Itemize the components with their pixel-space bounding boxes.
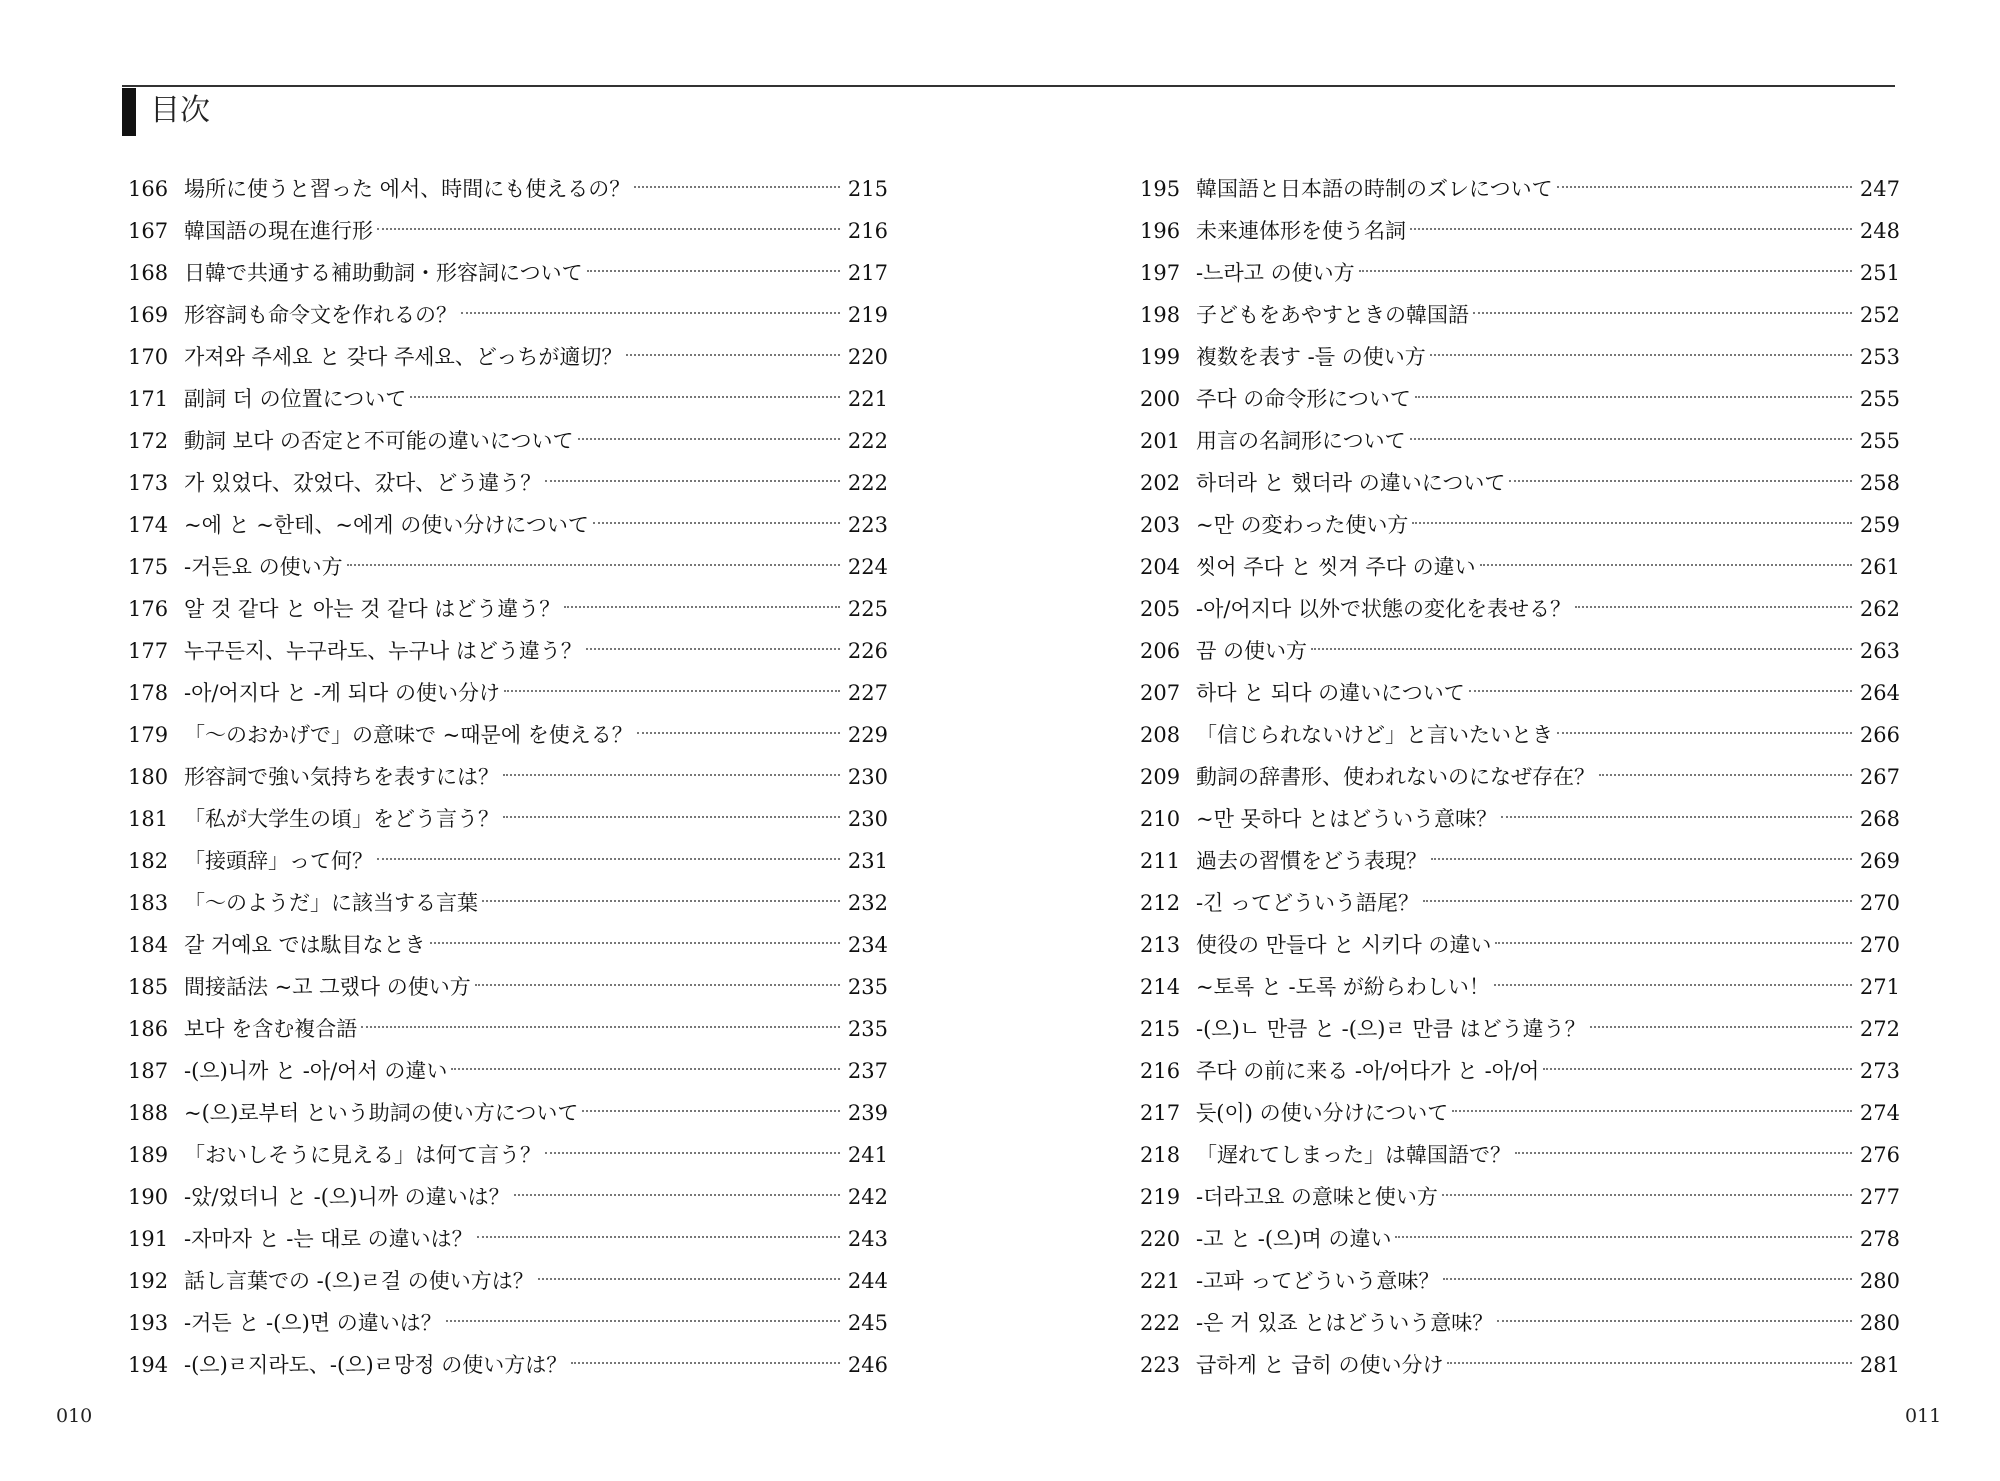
entry-page: 245 [847, 1311, 888, 1335]
entry-title: 場所に使うと習った 에서、時間にも使えるの？ [184, 177, 631, 201]
entry-title: -(으)ㄴ 만큼 と -(으)ㄹ 만큼 はどう違う？ [1196, 1017, 1586, 1041]
dot-leader [1599, 774, 1852, 776]
entry-title: ~토록 と -도록 が紛らわしい！ [1196, 975, 1490, 999]
dot-leader [1515, 1152, 1852, 1154]
toc-entry [128, 630, 888, 672]
toc-entry [128, 252, 888, 294]
title-marker-bar [122, 88, 136, 136]
entry-page: 272 [1859, 1017, 1900, 1041]
entry-title: -긴 ってどういう語尾？ [1196, 891, 1420, 915]
entry-number: 211 [1140, 849, 1181, 873]
toc-entry [1140, 210, 1900, 252]
entry-title: 未来連体形を使う名詞 [1196, 219, 1406, 243]
entry-number: 177 [128, 639, 169, 663]
dot-leader [1395, 1236, 1852, 1238]
entry-page: 267 [1859, 765, 1900, 789]
entry-number: 173 [128, 471, 169, 495]
toc-entry [1140, 714, 1900, 756]
dot-leader [410, 396, 840, 398]
toc-entry [128, 504, 888, 546]
entry-number: 203 [1140, 513, 1181, 537]
toc-entry [1140, 1176, 1900, 1218]
toc-entry [128, 1176, 888, 1218]
toc-entry [1140, 1134, 1900, 1176]
entry-page: 219 [847, 303, 888, 327]
entry-title: 가 있었다、갔었다、갔다、どう違う？ [184, 471, 542, 495]
entry-number: 167 [128, 219, 169, 243]
toc-entry [128, 462, 888, 504]
dot-leader [475, 984, 840, 986]
entry-page: 259 [1859, 513, 1900, 537]
toc-entry [1140, 1260, 1900, 1302]
entry-page: 251 [1859, 261, 1900, 285]
entry-page: 278 [1859, 1227, 1900, 1251]
dot-leader [582, 1110, 840, 1112]
entry-title: ~(으)로부터 という助詞の使い方について [184, 1101, 579, 1125]
entry-number: 207 [1140, 681, 1181, 705]
entry-number: 186 [128, 1017, 169, 1041]
entry-title: 갈 거예요 では駄目なとき [184, 933, 426, 957]
entry-number: 205 [1140, 597, 1181, 621]
dot-leader [1412, 522, 1852, 524]
entry-number: 210 [1140, 807, 1181, 831]
entry-number: 176 [128, 597, 169, 621]
entry-number: 189 [128, 1143, 169, 1167]
entry-title: 韓国語の現在進行形 [184, 219, 373, 243]
entry-title: 複数を表す -들 の使い方 [1196, 345, 1426, 369]
entry-page: 235 [847, 1017, 888, 1041]
entry-title: -(으)니까 と -아/어서 の違い [184, 1059, 448, 1083]
entry-title: 「おいしそうに見える」は何て言う？ [184, 1143, 541, 1167]
dot-leader [1415, 396, 1852, 398]
dot-leader [361, 1026, 840, 1028]
entry-page: 231 [847, 849, 888, 873]
entry-title: 「遅れてしまった」は韓国語で？ [1196, 1143, 1511, 1167]
entry-title: -아/어지다 以外で状態の変化を表せる？ [1196, 597, 1571, 621]
entry-number: 194 [128, 1353, 169, 1377]
entry-page: 230 [847, 807, 888, 831]
entry-page: 225 [847, 597, 888, 621]
entry-number: 172 [128, 429, 169, 453]
entry-title: ~만 の変わった使い方 [1196, 513, 1409, 537]
entry-page: 247 [1859, 177, 1900, 201]
entry-number: 199 [1140, 345, 1181, 369]
entry-page: 280 [1859, 1269, 1900, 1293]
entry-number: 170 [128, 345, 169, 369]
entry-title: 누구든지、누구라도、누구나 はどう違う？ [184, 639, 582, 663]
entry-page: 241 [847, 1143, 888, 1167]
entry-number: 195 [1140, 177, 1181, 201]
entry-number: 197 [1140, 261, 1181, 285]
entry-title: -거든요 の使い方 [184, 555, 343, 579]
dot-leader [545, 1152, 840, 1154]
toc-entry [1140, 756, 1900, 798]
entry-number: 200 [1140, 387, 1181, 411]
dot-leader [1509, 480, 1852, 482]
entry-title: 주다 の前に来る -아/어다가 と -아/어 [1196, 1059, 1540, 1083]
page-number-right: 011 [1905, 1405, 1942, 1427]
entry-number: 216 [1140, 1059, 1181, 1083]
dot-leader [1557, 186, 1852, 188]
toc-entry [1140, 798, 1900, 840]
entry-page: 217 [847, 261, 888, 285]
toc-entry [128, 714, 888, 756]
dot-leader [545, 480, 840, 482]
dot-leader [347, 564, 840, 566]
dot-leader [477, 1236, 840, 1238]
entry-title: 끔 の使い方 [1196, 639, 1307, 663]
dot-leader [1501, 816, 1852, 818]
entry-title: 급하게 と 급히 の使い分け [1196, 1353, 1444, 1377]
entry-number: 215 [1140, 1017, 1181, 1041]
dot-leader [538, 1278, 840, 1280]
dot-leader [587, 270, 840, 272]
entry-page: 244 [847, 1269, 888, 1293]
entry-title: ~만 못하다 とはどういう意味？ [1196, 807, 1498, 831]
toc-entry [1140, 966, 1900, 1008]
entry-title: 「〜のおかげで」の意味で ~때문에 を使える？ [184, 723, 633, 747]
header-rule [122, 85, 1895, 87]
entry-page: 273 [1859, 1059, 1900, 1083]
entry-page: 252 [1859, 303, 1900, 327]
dot-leader [1495, 942, 1852, 944]
toc-entry [128, 546, 888, 588]
entry-page: 270 [1859, 891, 1900, 915]
entry-title: -거든 と -(으)면 の違いは？ [184, 1311, 442, 1335]
dot-leader [504, 690, 840, 692]
toc-entry [128, 1050, 888, 1092]
entry-page: 248 [1859, 219, 1900, 243]
entry-number: 181 [128, 807, 169, 831]
entry-number: 179 [128, 723, 169, 747]
dot-leader [1359, 270, 1852, 272]
entry-number: 223 [1140, 1353, 1181, 1377]
entry-number: 213 [1140, 933, 1181, 957]
dot-leader [446, 1320, 840, 1322]
entry-page: 255 [1859, 387, 1900, 411]
toc-entry [128, 294, 888, 336]
entry-number: 184 [128, 933, 169, 957]
entry-number: 222 [1140, 1311, 1181, 1335]
entry-page: 235 [847, 975, 888, 999]
entry-title: ~에 と ~한테、~에게 の使い分けについて [184, 513, 589, 537]
entry-number: 221 [1140, 1269, 1181, 1293]
entry-title: 間接話法 ~고 그랬다 の使い方 [184, 975, 471, 999]
entry-title: 用言の名詞形について [1196, 429, 1406, 453]
dot-leader [503, 774, 840, 776]
entry-number: 182 [128, 849, 169, 873]
dot-leader [564, 606, 840, 608]
toc-entry [128, 1344, 888, 1386]
entry-page: 222 [847, 429, 888, 453]
dot-leader [503, 816, 840, 818]
entry-page: 229 [847, 723, 888, 747]
dot-leader [1480, 564, 1852, 566]
toc-entry [128, 672, 888, 714]
dot-leader [1410, 438, 1852, 440]
entry-page: 237 [847, 1059, 888, 1083]
entry-page: 227 [847, 681, 888, 705]
page-title: 目次 [150, 93, 210, 128]
toc-entry [128, 168, 888, 210]
dot-leader [377, 228, 840, 230]
entry-number: 214 [1140, 975, 1181, 999]
dot-leader [1557, 732, 1852, 734]
dot-leader [593, 522, 840, 524]
entry-number: 171 [128, 387, 169, 411]
toc-entry [128, 756, 888, 798]
dot-leader [1423, 900, 1852, 902]
toc-entry [1140, 1092, 1900, 1134]
entry-number: 220 [1140, 1227, 1181, 1251]
dot-leader [1442, 1194, 1852, 1196]
entry-title: -느라고 の使い方 [1196, 261, 1355, 285]
entry-number: 178 [128, 681, 169, 705]
entry-title: 形容詞も命令文を作れるの？ [184, 303, 457, 327]
dot-leader [1311, 648, 1852, 650]
entry-page: 269 [1859, 849, 1900, 873]
entry-page: 274 [1859, 1101, 1900, 1125]
toc-entry [128, 1008, 888, 1050]
toc-entry [128, 1092, 888, 1134]
entry-page: 253 [1859, 345, 1900, 369]
entry-page: 234 [847, 933, 888, 957]
entry-title: 「私が大学生の頃」をどう言う？ [184, 807, 499, 831]
entry-title: 韓国語と日本語の時制のズレについて [1196, 177, 1553, 201]
dot-leader [578, 438, 840, 440]
toc-entry [128, 1218, 888, 1260]
entry-page: 230 [847, 765, 888, 789]
entry-number: 169 [128, 303, 169, 327]
toc-entry [1140, 1344, 1900, 1386]
entry-page: 222 [847, 471, 888, 495]
entry-title: -은 거 있죠 とはどういう意味？ [1196, 1311, 1494, 1335]
entry-title: 使役の 만들다 と 시키다 の違い [1196, 933, 1492, 957]
entry-title: 알 것 같다 と 아는 것 같다 はどう違う？ [184, 597, 561, 621]
entry-page: 271 [1859, 975, 1900, 999]
dot-leader [1473, 312, 1852, 314]
dot-leader [1469, 690, 1852, 692]
dot-leader [626, 354, 840, 356]
entry-number: 204 [1140, 555, 1181, 579]
entry-title: -(으)ㄹ지라도、-(으)ㄹ망정 の使い方は？ [184, 1353, 568, 1377]
page-number-left: 010 [56, 1405, 93, 1427]
entry-page: 223 [847, 513, 888, 537]
entry-title: 「信じられないけど」と言いたいとき [1196, 723, 1553, 747]
entry-number: 175 [128, 555, 169, 579]
entry-number: 201 [1140, 429, 1181, 453]
toc-entry [1140, 924, 1900, 966]
entry-number: 187 [128, 1059, 169, 1083]
entry-page: 216 [847, 219, 888, 243]
dot-leader [1497, 1320, 1852, 1322]
entry-number: 198 [1140, 303, 1181, 327]
entry-number: 188 [128, 1101, 169, 1125]
entry-title: 듯(이) の使い分けについて [1196, 1101, 1449, 1125]
entry-number: 212 [1140, 891, 1181, 915]
toc-right-column [1140, 168, 1900, 1386]
dot-leader [1575, 606, 1852, 608]
entry-page: 220 [847, 345, 888, 369]
entry-title: 子どもをあやすときの韓国語 [1196, 303, 1469, 327]
toc-entry [128, 1302, 888, 1344]
toc-entry [1140, 336, 1900, 378]
entry-title: 「〜のようだ」に該当する言葉 [184, 891, 478, 915]
entry-page: 264 [1859, 681, 1900, 705]
dot-leader [514, 1194, 840, 1196]
toc-entry [1140, 1218, 1900, 1260]
entry-title: 副詞 더 の位置について [184, 387, 407, 411]
entry-number: 185 [128, 975, 169, 999]
toc-entry [1140, 462, 1900, 504]
toc-entry [128, 1260, 888, 1302]
entry-number: 217 [1140, 1101, 1181, 1125]
entry-title: -자마자 と -는 대로 の違いは？ [184, 1227, 473, 1251]
dot-leader [1447, 1362, 1852, 1364]
dot-leader [1430, 354, 1852, 356]
entry-page: 276 [1859, 1143, 1900, 1167]
entry-page: 255 [1859, 429, 1900, 453]
entry-title: 가져와 주세요 と 갖다 주세요、どっちが適切？ [184, 345, 623, 369]
entry-title: 「接頭辞」って何？ [184, 849, 373, 873]
entry-page: 262 [1859, 597, 1900, 621]
toc-entry [128, 336, 888, 378]
dot-leader [1452, 1110, 1852, 1112]
entry-page: 266 [1859, 723, 1900, 747]
entry-title: 日韓で共通する補助動詞・形容詞について [184, 261, 583, 285]
entry-number: 218 [1140, 1143, 1181, 1167]
entry-page: 280 [1859, 1311, 1900, 1335]
entry-title: 過去の習慣をどう表現？ [1196, 849, 1427, 873]
entry-number: 190 [128, 1185, 169, 1209]
entry-number: 208 [1140, 723, 1181, 747]
entry-page: 243 [847, 1227, 888, 1251]
toc-entry [1140, 420, 1900, 462]
entry-title: 形容詞で強い気持ちを表すには？ [184, 765, 499, 789]
entry-number: 209 [1140, 765, 1181, 789]
entry-title: -아/어지다 と -게 되다 の使い分け [184, 681, 500, 705]
dot-leader [586, 648, 840, 650]
entry-title: -았/었더니 と -(으)니까 の違いは？ [184, 1185, 510, 1209]
toc-entry [1140, 168, 1900, 210]
entry-page: 246 [847, 1353, 888, 1377]
toc-entry [1140, 588, 1900, 630]
toc-entry [128, 798, 888, 840]
dot-leader [377, 858, 840, 860]
toc-entry [1140, 672, 1900, 714]
entry-page: 221 [847, 387, 888, 411]
dot-leader [634, 186, 840, 188]
entry-title: -고 と -(으)며 の違い [1196, 1227, 1392, 1251]
entry-title: 하더라 と 했더라 の違いについて [1196, 471, 1506, 495]
toc-entry [1140, 1050, 1900, 1092]
entry-title: 주다 の命令形について [1196, 387, 1411, 411]
entry-number: 174 [128, 513, 169, 537]
entry-number: 183 [128, 891, 169, 915]
entry-page: 215 [847, 177, 888, 201]
entry-title: 하다 と 되다 の違いについて [1196, 681, 1465, 705]
toc-entry [1140, 630, 1900, 672]
toc-entry [1140, 378, 1900, 420]
entry-page: 224 [847, 555, 888, 579]
entry-number: 168 [128, 261, 169, 285]
entry-page: 263 [1859, 639, 1900, 663]
entry-number: 206 [1140, 639, 1181, 663]
entry-page: 226 [847, 639, 888, 663]
entry-number: 193 [128, 1311, 169, 1335]
toc-entry [128, 840, 888, 882]
entry-page: 281 [1859, 1353, 1900, 1377]
entry-page: 277 [1859, 1185, 1900, 1209]
toc-entry [128, 882, 888, 924]
entry-title: 動詞 보다 の否定と不可能の違いについて [184, 429, 574, 453]
entry-page: 261 [1859, 555, 1900, 579]
entry-number: 191 [128, 1227, 169, 1251]
toc-entry [1140, 504, 1900, 546]
dot-leader [1590, 1026, 1852, 1028]
entry-number: 202 [1140, 471, 1181, 495]
dot-leader [1443, 1278, 1852, 1280]
entry-number: 180 [128, 765, 169, 789]
dot-leader [482, 900, 840, 902]
dot-leader [461, 312, 840, 314]
toc-entry [1140, 546, 1900, 588]
toc-entry [1140, 1302, 1900, 1344]
entry-title: -고파 ってどういう意味？ [1196, 1269, 1440, 1293]
toc-entry [1140, 252, 1900, 294]
dot-leader [430, 942, 841, 944]
toc-entry [128, 378, 888, 420]
dot-leader [1494, 984, 1852, 986]
entry-page: 270 [1859, 933, 1900, 957]
toc-entry [128, 1134, 888, 1176]
entry-page: 268 [1859, 807, 1900, 831]
toc-entry [1140, 840, 1900, 882]
dot-leader [1410, 228, 1852, 230]
dot-leader [1431, 858, 1852, 860]
toc-entry [128, 588, 888, 630]
entry-title: 動詞の辞書形、使われないのになぜ存在？ [1196, 765, 1595, 789]
toc-entry [128, 924, 888, 966]
entry-number: 196 [1140, 219, 1181, 243]
entry-number: 166 [128, 177, 169, 201]
dot-leader [571, 1362, 840, 1364]
entry-number: 192 [128, 1269, 169, 1293]
entry-title: -더라고요 の意味と使い方 [1196, 1185, 1438, 1209]
dot-leader [637, 732, 840, 734]
toc-entry [128, 420, 888, 462]
entry-page: 232 [847, 891, 888, 915]
dot-leader [451, 1068, 840, 1070]
toc-entry [128, 210, 888, 252]
entry-title: 보다 を含む複合語 [184, 1017, 358, 1041]
toc-entry [1140, 294, 1900, 336]
toc-entry [1140, 1008, 1900, 1050]
dot-leader [1543, 1068, 1852, 1070]
entry-page: 239 [847, 1101, 888, 1125]
entry-page: 258 [1859, 471, 1900, 495]
entry-number: 219 [1140, 1185, 1181, 1209]
toc-entry [128, 966, 888, 1008]
entry-page: 242 [847, 1185, 888, 1209]
entry-title: 씻어 주다 と 씻겨 주다 の違い [1196, 555, 1476, 579]
toc-entry [1140, 882, 1900, 924]
toc-left-column [128, 168, 888, 1386]
entry-title: 話し言葉での -(으)ㄹ걸 の使い方は？ [184, 1269, 534, 1293]
